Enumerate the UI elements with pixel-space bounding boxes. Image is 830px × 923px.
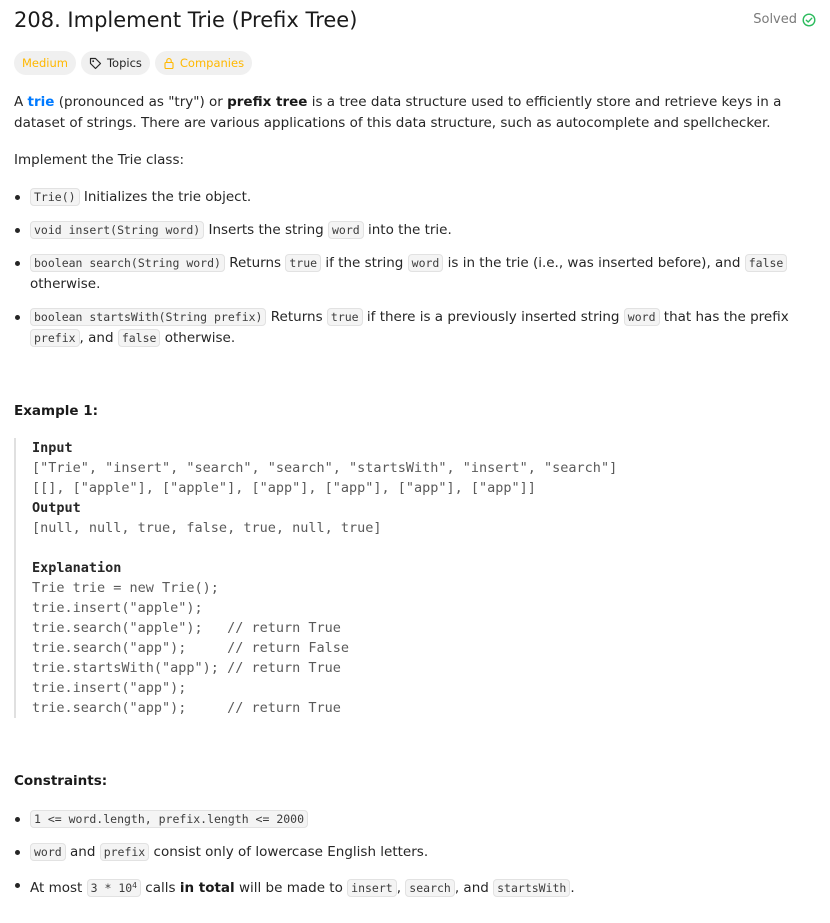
method-item-search xyxy=(14,253,794,295)
code: startsWith xyxy=(493,879,570,897)
trie-link[interactable]: trie xyxy=(27,94,55,110)
topics-label: Topics xyxy=(106,56,142,70)
method-item-insert xyxy=(14,220,794,241)
example-line: Trie trie = new Trie(); xyxy=(32,580,219,596)
text: if the string xyxy=(321,255,408,271)
code: word xyxy=(328,221,364,239)
code: 1 <= word.length, prefix.length <= 2000 xyxy=(30,810,308,828)
bullet xyxy=(15,315,20,320)
code-base: 3 * 10 xyxy=(90,881,133,895)
code: word xyxy=(408,254,444,272)
bold-text: in total xyxy=(179,880,235,896)
example-line: ["Trie", "insert", "search", "search", "startsWith", "insert", "search"] xyxy=(32,460,618,476)
code: boolean search(String word) xyxy=(30,254,225,272)
text: Initializes the trie object. xyxy=(79,189,252,205)
text: and xyxy=(65,844,100,860)
bullet xyxy=(15,850,20,855)
example-line: Output xyxy=(32,500,81,516)
code: true xyxy=(327,308,363,326)
constraints-heading: Constraints: xyxy=(14,773,108,789)
code: prefix xyxy=(30,329,80,347)
prefix-tree-term: prefix tree xyxy=(227,94,308,110)
text: consist only of lowercase English letters. xyxy=(149,844,429,860)
code: false xyxy=(745,254,788,272)
companies-button[interactable] xyxy=(155,51,252,75)
code: word xyxy=(30,843,66,861)
example-heading: Example 1: xyxy=(14,403,99,419)
constraint-item-lowercase xyxy=(14,842,794,863)
code xyxy=(87,879,141,897)
constraint-item-calls xyxy=(14,875,794,899)
text: otherwise. xyxy=(160,330,236,346)
example-line: trie.insert("apple"); xyxy=(32,600,203,616)
bullet xyxy=(15,817,20,822)
code: word xyxy=(624,308,660,326)
text: Returns xyxy=(266,309,327,325)
code: insert xyxy=(347,879,397,897)
implement-paragraph: Implement the Trie class: xyxy=(14,152,185,168)
lock-icon xyxy=(163,57,175,70)
text: is a tree data structure used to efficiently store and retrieve keys in a dataset of strings. There are various applications of this data structure, such as autocomplete and spellchecker. xyxy=(14,94,782,131)
text: if there is a previously inserted string xyxy=(362,309,624,325)
title-row xyxy=(14,8,816,36)
text: At most xyxy=(30,880,87,896)
text: , and xyxy=(79,330,118,346)
method-item-constructor xyxy=(14,187,794,208)
tag-row xyxy=(14,51,252,75)
bullet xyxy=(15,883,20,888)
check-circle-icon xyxy=(802,13,816,27)
text: will be made to xyxy=(234,880,348,896)
text: A xyxy=(14,94,28,110)
topics-button[interactable] xyxy=(81,51,150,75)
text: (pronounced as "try") or xyxy=(54,94,228,110)
code-exponent: 4 xyxy=(132,881,137,890)
bullet xyxy=(15,228,20,233)
bullet xyxy=(15,261,20,266)
example-line: trie.search("app"); // return True xyxy=(32,700,341,716)
solved-label: Solved xyxy=(753,12,797,27)
text: is in the trie (i.e., was inserted before), and xyxy=(443,255,745,271)
method-item-startswith xyxy=(14,307,794,349)
code: boolean startsWith(String prefix) xyxy=(30,308,266,326)
solved-status xyxy=(753,12,816,27)
code: void insert(String word) xyxy=(30,221,204,239)
code: Trie() xyxy=(30,188,80,206)
example-line: [null, null, true, false, true, null, true] xyxy=(32,520,382,536)
code: search xyxy=(405,879,455,897)
constraint-item-length xyxy=(14,809,794,830)
code: false xyxy=(118,329,161,347)
text: , xyxy=(396,880,406,896)
example-line: [[], ["apple"], ["apple"], ["app"], ["app"], ["app"], ["app"]] xyxy=(32,480,536,496)
text: otherwise. xyxy=(30,276,101,292)
text: that has the prefix xyxy=(659,309,789,325)
text: into the trie. xyxy=(363,222,452,238)
example-line: trie.insert("app"); xyxy=(32,680,187,696)
companies-label: Companies xyxy=(179,56,245,70)
text: Returns xyxy=(224,255,286,271)
problem-title[interactable]: 208. Implement Trie (Prefix Tree) xyxy=(14,8,358,32)
example-line: trie.startsWith("app"); // return True xyxy=(32,660,341,676)
example-line: trie.search("app"); // return False xyxy=(32,640,349,656)
example-line: trie.search("apple"); // return True xyxy=(32,620,341,636)
tag-icon xyxy=(89,57,102,70)
example-block xyxy=(14,438,804,718)
text: calls xyxy=(141,880,180,896)
description-paragraph xyxy=(14,92,814,134)
bullet xyxy=(15,195,20,200)
code: prefix xyxy=(100,843,150,861)
difficulty-label: Medium xyxy=(22,56,68,70)
text: . xyxy=(570,880,575,896)
example-line xyxy=(32,538,804,558)
difficulty-badge xyxy=(14,51,76,75)
code: true xyxy=(285,254,321,272)
text: Inserts the string xyxy=(204,222,328,238)
example-line: Input xyxy=(32,440,73,456)
text: , and xyxy=(454,880,494,896)
example-line: Explanation xyxy=(32,560,122,576)
